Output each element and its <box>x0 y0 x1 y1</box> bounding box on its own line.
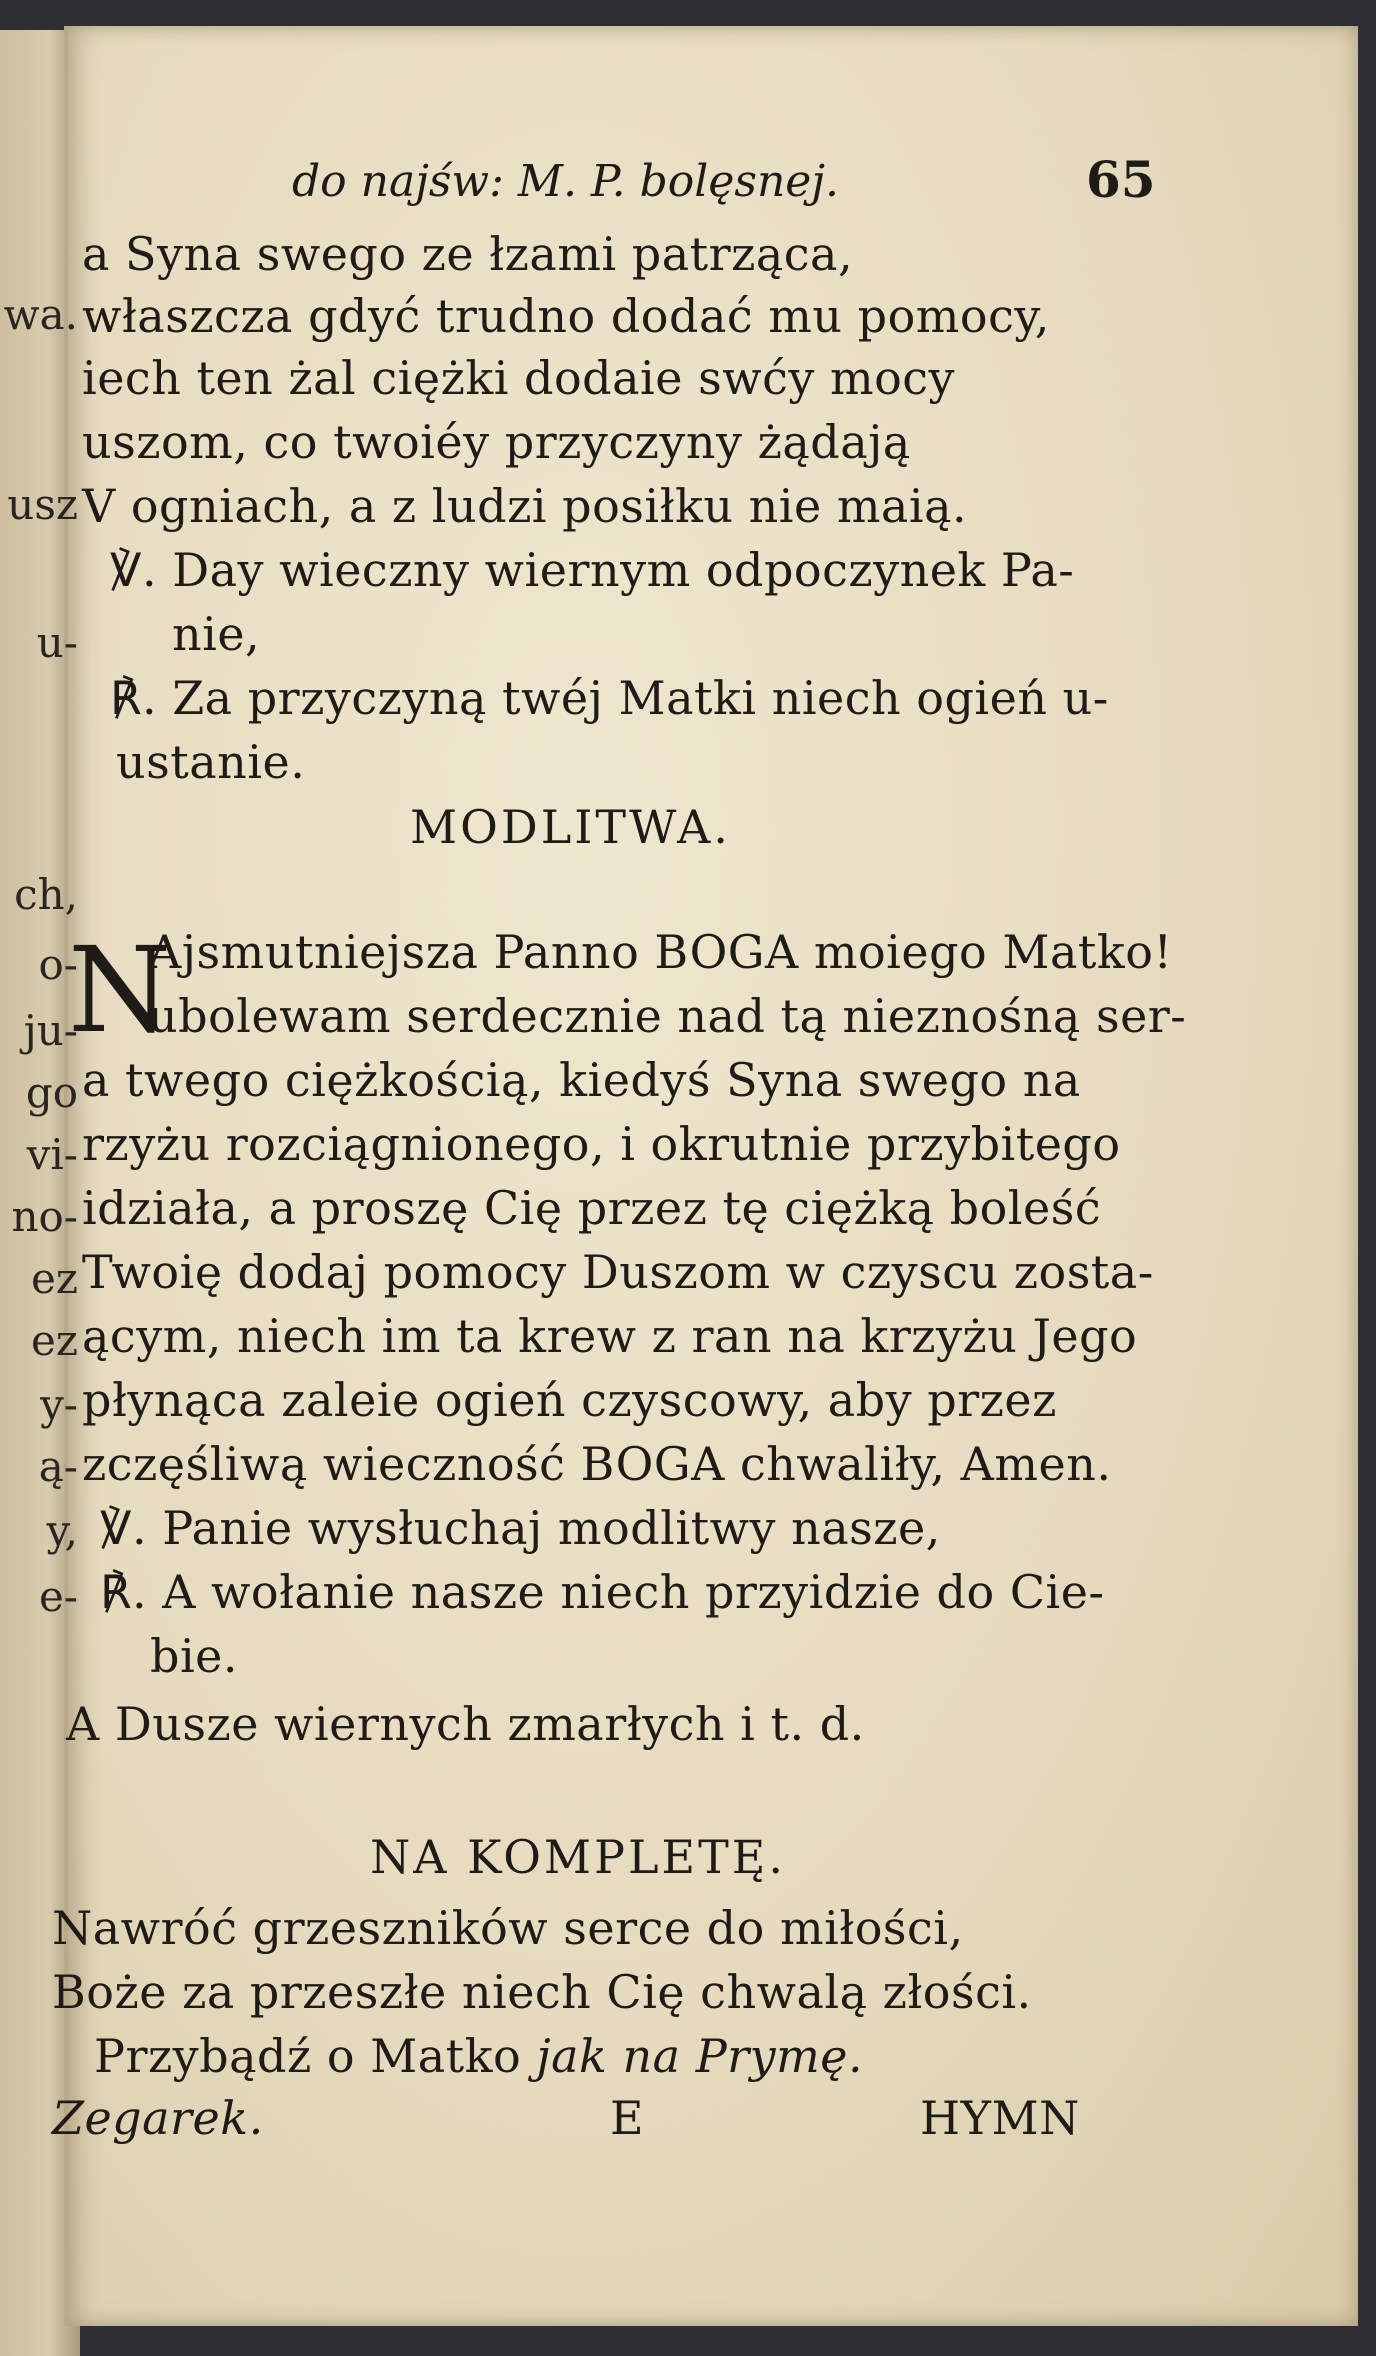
verse-line: iech ten żal ciężki dodaie swćy mocy <box>82 351 956 405</box>
page-number: 65 <box>1086 150 1156 209</box>
prayer-line: rzyżu rozciągnionego, i okrutnie przybitego <box>82 1117 1121 1171</box>
prayer-heading: MODLITWA. <box>410 800 731 854</box>
margin-fragment: y, <box>46 1506 78 1555</box>
compline-line: Boże za przeszłe niech Cię chwalą złości. <box>52 1965 1032 2019</box>
prayer-line: idziała, a proszę Cię przez tę ciężką boleść <box>82 1181 1102 1235</box>
margin-fragment: ch, <box>14 870 78 919</box>
prayer-line: zczęśliwą wieczność BOGA chwaliły, Amen. <box>82 1437 1112 1491</box>
footer-catchword-right: HYMN <box>920 2091 1080 2145</box>
verse-line: uszom, co twoiéy przyczyny żądają <box>82 415 911 469</box>
versicle-continuation: nie, <box>172 607 261 661</box>
prayer-line: a twego ciężkością, kiedyś Syna swego na <box>82 1053 1081 1107</box>
prayer-line: Twoię dodaj pomocy Duszom w czyscu zosta- <box>82 1245 1154 1299</box>
footer-catchword-left: Zegarek. <box>52 2091 264 2145</box>
compline-heading: NA KOMPLETĘ. <box>370 1830 786 1884</box>
margin-fragment: usz <box>7 480 78 529</box>
compline-line-text: Przybądź o Matko <box>94 2029 522 2083</box>
prayer-dropcap: N <box>68 921 172 1059</box>
margin-fragment: vi- <box>26 1130 78 1179</box>
margin-fragment: y- <box>40 1380 78 1429</box>
compline-line-last <box>94 2026 863 2086</box>
prayer-line: ubolewam serdecznie nad tą nieznośną ser- <box>148 989 1187 1043</box>
prayer-line: płynąca zaleie ogień czyscowy, aby przez <box>82 1373 1057 1427</box>
verse-line: właszcza gdyć trudno dodać mu pomocy, <box>82 289 1050 343</box>
response: ℟. Za przyczyną twéj Matki niech ogień u- <box>110 671 1109 725</box>
response-continuation: bie. <box>150 1629 239 1683</box>
compline-line-italic: jak na Prymę. <box>536 2029 864 2083</box>
closing-line: A Dusze wiernych zmarłych i t. d. <box>66 1697 865 1751</box>
margin-fragment: o- <box>38 940 78 989</box>
verse-line: V ogniach, a z ludzi posiłku nie maią. <box>82 479 968 533</box>
versicle: ℣. Day wieczny wiernym odpoczynek Pa- <box>110 543 1075 597</box>
margin-fragment: e- <box>38 1572 78 1621</box>
margin-fragment: wa. <box>3 290 78 339</box>
margin-fragment: ą- <box>38 1442 78 1491</box>
margin-fragment: no- <box>11 1192 78 1241</box>
versicle: ℣. Panie wysłuchaj modlitwy nasze, <box>100 1501 941 1555</box>
prayer-line: Ajsmutniejsza Panno BOGA moiego Matko! <box>148 925 1173 979</box>
prayer-line: ącym, niech im ta krew z ran na krzyżu Jego <box>82 1309 1138 1363</box>
response-continuation: ustanie. <box>116 735 306 789</box>
verse-line: a Syna swego ze łzami patrząca, <box>82 227 854 281</box>
compline-line: Nawróć grzeszników serce do miłości, <box>52 1901 964 1955</box>
footer-signature: E <box>610 2091 645 2145</box>
response: ℟. A wołanie nasze niech przyidzie do Cie- <box>100 1565 1105 1619</box>
margin-fragment: u- <box>36 618 78 667</box>
margin-fragment: go <box>25 1068 78 1117</box>
margin-fragment: ez <box>31 1254 78 1303</box>
margin-fragment: ju- <box>23 1006 78 1055</box>
running-head: do najśw: M. P. bolęsnej. <box>292 156 839 207</box>
margin-fragment: ez <box>31 1316 78 1365</box>
